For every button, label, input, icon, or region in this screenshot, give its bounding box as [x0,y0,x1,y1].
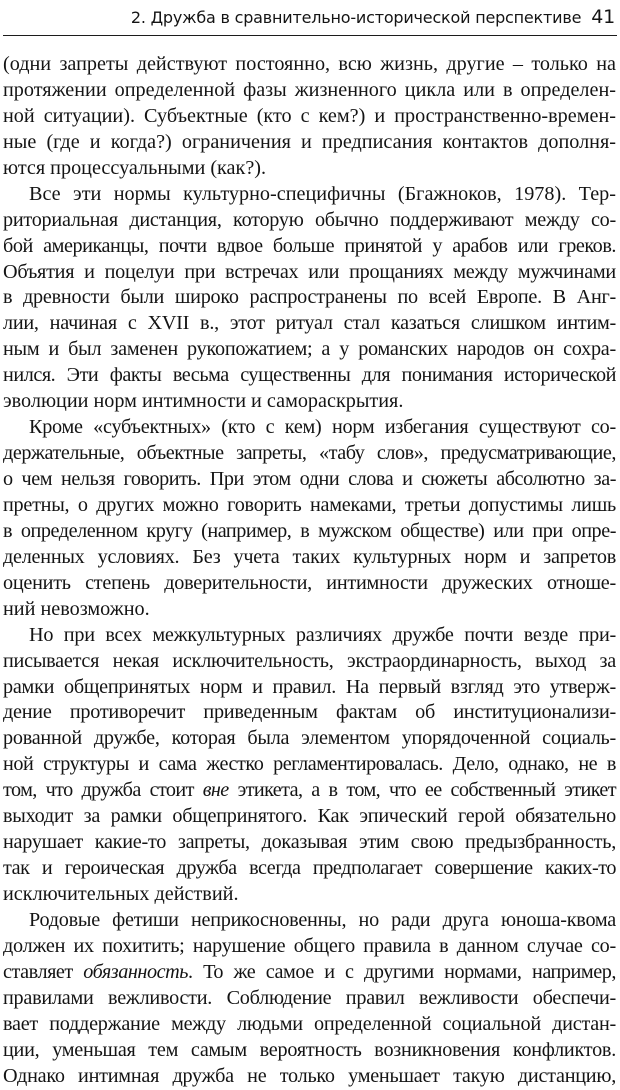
text-line: ний невозможно. [3,597,150,620]
text-line: вает поддержание между людьми определенной социальной дистан- [3,1012,616,1035]
text-line: деленных условиях. Без учета таких культурных норм и запретов [3,545,616,568]
italic-word: обязанность [83,960,188,983]
text-line: выходит за рамки общепринятого. Как эпический герой обязательно [3,805,616,828]
paragraph [3,415,616,623]
text-line: ной ситуации). Субъектные (кто с кем?) и пространственно-времен- [3,104,616,127]
text-line: ным и был заменен рукопожатием; а у романских народов он сохра- [3,338,616,361]
paragraph [3,52,616,182]
text-line: Но при всех межкультурных различиях дружбе почти везде при- [29,623,616,646]
text-line: так и героическая дружба всегда предполагает совершение каких-то [3,857,616,880]
text-line: лии, начиная с XVII в., этот ритуал стал казаться слишком интим- [3,312,616,335]
text-line: оценить степень доверительности, интимности дружеских отноше- [3,571,616,594]
text-line: ставляет обязанность. То же самое и с другими нормами, например, [3,960,616,983]
text-line: должен их похитить; нарушение общего правила в данном случае со- [3,934,616,957]
text-line: рамки общепринятых норм и правил. На первый взгляд это утверж- [3,675,616,698]
text-line: том, что дружба стоит вне этикета, а в том, что ее собственный этикет [3,779,616,802]
italic-word: вне [202,779,229,802]
text-line: претны, о других можно говорить намеками, третьи допустимы лишь [3,493,616,516]
text-line: писывается некая исключительность, экстраординарность, выход за [3,649,616,672]
text-line: протяжении определенной фазы жизненного цикла или в определен- [3,78,616,101]
text-line: исключительных действий. [3,883,239,905]
text-line: правилами вежливости. Соблюдение правил вежливости обеспечи- [3,986,616,1009]
text-line: нарушает какие-то запреты, доказывая этим свою предызбранность, [3,831,616,854]
text-line: Родовые фетиши неприкосновенны, но ради друга юноша-квома [29,908,616,931]
page-number: 41 [591,6,615,28]
body-text [3,52,616,1090]
header-rule [3,35,617,36]
text-line: ной структуры и сама жестко регламентировалась. Дело, однако, не в [3,753,616,776]
text-line: о чем нельзя говорить. При этом одни слова и сюжеты абсолютно за- [3,468,616,490]
text-line: держательные, объектные запреты, «табу слов», предусматривающие, [3,442,616,465]
text-line: в определенном кругу (например, в мужском обществе) или при опре- [3,519,616,542]
running-header [0,2,620,32]
text-line: риториальная дистанция, которую обычно поддерживают между со- [3,208,616,231]
text-line: Однако интимная дружба не только уменьшает такую дистанцию, [3,1064,616,1087]
paragraph [3,623,616,908]
running-title: 2. Дружба в сравнительно-исторической перспективе [130,8,582,27]
paragraph [3,182,616,415]
text-line: эволюции норм интимности и самораскрытия. [3,390,404,413]
text-line: дение противоречит приведенным фактам об институционализи- [3,701,616,724]
text-line: Кроме «субъектных» (кто с кем) норм избегания существуют со- [29,416,616,439]
text-line: ции, уменьшая тем самым вероятность возникновения конфликтов. [3,1038,616,1061]
text-line: нился. Эти факты весьма существенны для понимания исторической [3,364,616,387]
text-line: ные (где и когда?) ограничения и предписания контактов дополня- [3,130,616,153]
text-line: Все эти нормы культурно-специфичны (Бгажноков, 1978). Тер- [29,182,616,205]
text-line: (одни запреты действуют постоянно, всю жизнь, другие – только на [3,53,616,75]
text-line: в древности были широко распространены по всей Европе. В Анг- [3,286,616,309]
text-line: ются процессуальными (как?). [3,156,267,179]
text-line: рованной дружбе, которая была элементом упорядоченной социаль- [3,727,616,750]
text-line: бой американцы, почти вдвое больше принятой у арабов или греков. [3,234,616,257]
text-line: Объятия и поцелуи при встречах или прощаниях между мужчинами [3,260,616,283]
paragraph [3,908,616,1090]
